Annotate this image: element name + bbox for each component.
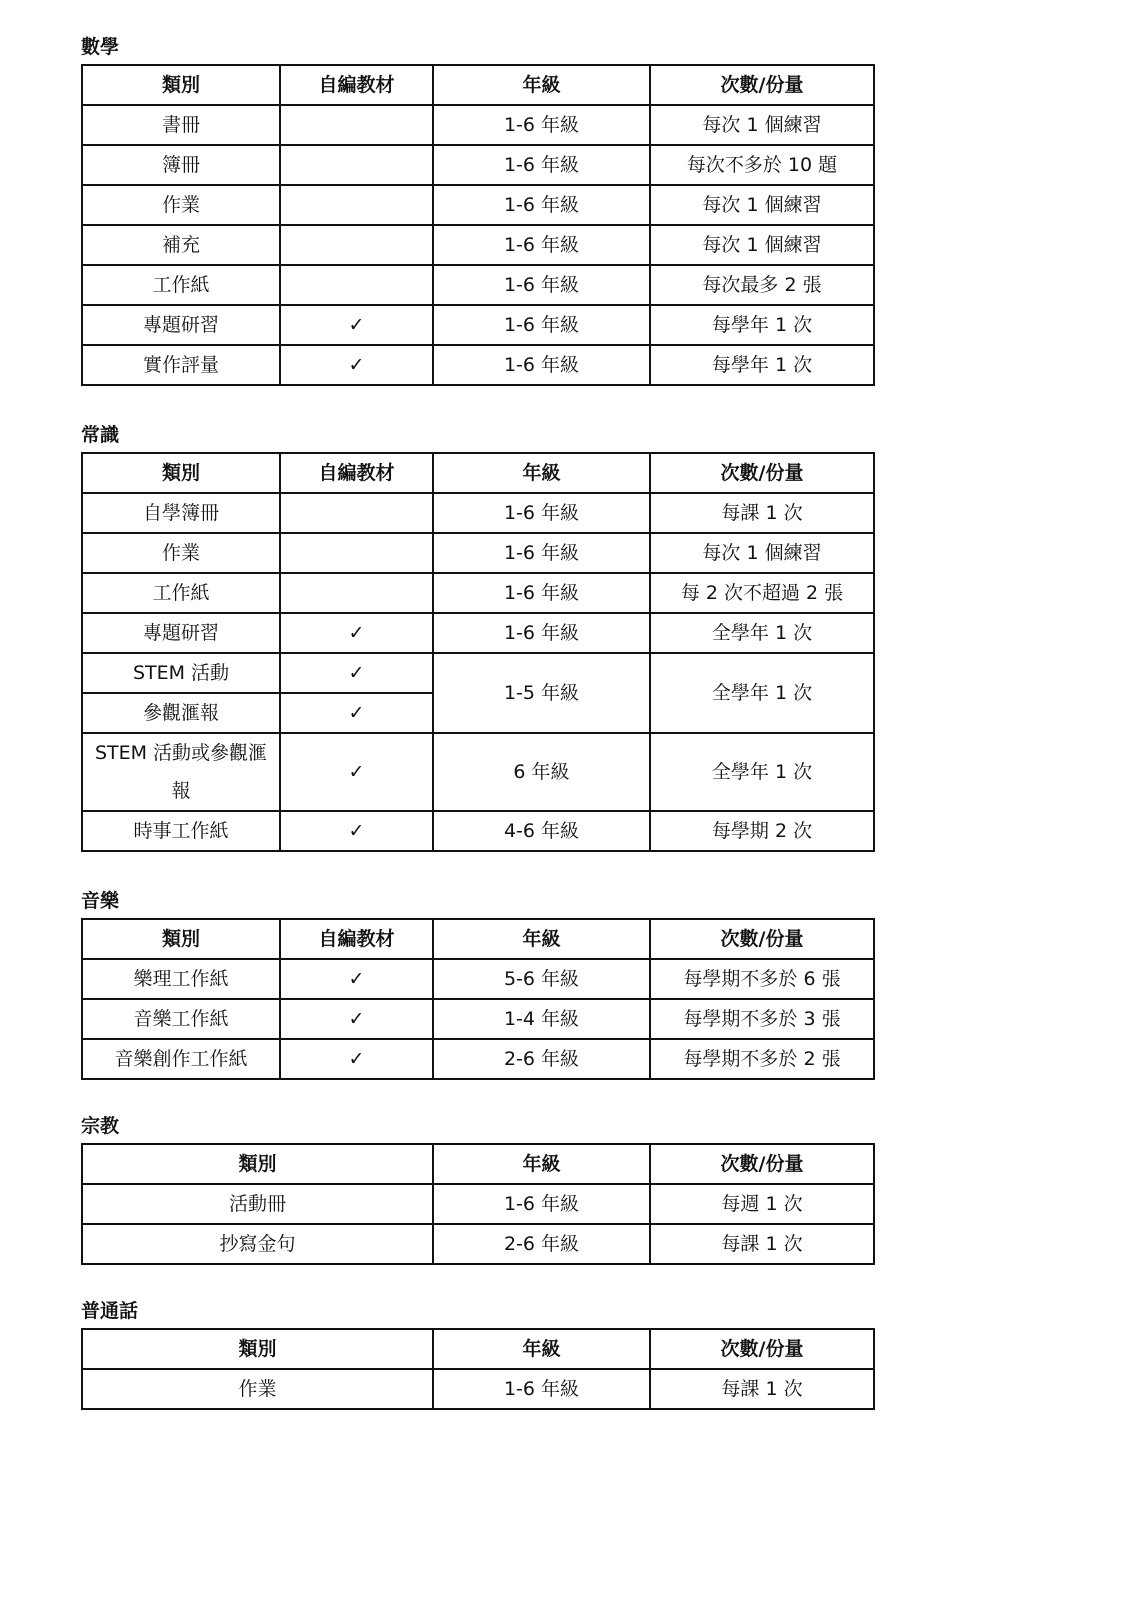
cell-frequency: 全學年 1 次	[650, 653, 874, 733]
cell-grade: 1-6 年級	[433, 613, 650, 653]
cell-category: 專題研習	[82, 613, 280, 653]
cell-category: 時事工作紙	[82, 811, 280, 851]
check-mark-icon: ✓	[280, 305, 433, 345]
religion-table	[81, 1143, 875, 1265]
header-category: 類別	[82, 919, 280, 959]
check-mark-icon: ✓	[280, 999, 433, 1039]
table-row	[82, 1369, 874, 1409]
table-row	[82, 1224, 874, 1264]
cell-frequency: 每次 1 個練習	[650, 225, 874, 265]
header-category: 類別	[82, 1329, 433, 1369]
cell-frequency: 每學年 1 次	[650, 305, 874, 345]
religion-title: 宗教	[81, 1115, 120, 1137]
cell-grade: 4-6 年級	[433, 811, 650, 851]
cell-category: 專題研習	[82, 305, 280, 345]
cell-category: 補充	[82, 225, 280, 265]
table-row	[82, 185, 874, 225]
cell-grade: 1-4 年級	[433, 999, 650, 1039]
table-row	[82, 265, 874, 305]
cell-frequency: 每 2 次不超過 2 張	[650, 573, 874, 613]
table-row	[82, 573, 874, 613]
check-mark-icon: ✓	[280, 811, 433, 851]
cell-grade: 1-6 年級	[433, 345, 650, 385]
cell-category: 音樂工作紙	[82, 999, 280, 1039]
header-grade: 年級	[433, 1329, 650, 1369]
header-category: 類別	[82, 65, 280, 105]
cell-frequency: 每學期不多於 2 張	[650, 1039, 874, 1079]
header-self-made: 自編教材	[280, 453, 433, 493]
table-row	[82, 345, 874, 385]
table-row	[82, 305, 874, 345]
cell-grade: 1-6 年級	[433, 305, 650, 345]
table-header-row	[82, 453, 874, 493]
cell-category: 工作紙	[82, 265, 280, 305]
header-self-made: 自編教材	[280, 65, 433, 105]
putonghua-table	[81, 1328, 875, 1410]
cell-category: STEM 活動	[82, 653, 280, 693]
putonghua-section	[81, 1299, 875, 1410]
header-frequency: 次數/份量	[650, 65, 874, 105]
cell-category: 樂理工作紙	[82, 959, 280, 999]
cell-self-made	[280, 493, 433, 533]
check-mark-icon: ✓	[280, 733, 433, 811]
check-mark-icon: ✓	[280, 693, 433, 733]
header-frequency: 次數/份量	[650, 919, 874, 959]
cell-category: 作業	[82, 1369, 433, 1409]
header-grade: 年級	[433, 1144, 650, 1184]
cell-category: 抄寫金句	[82, 1224, 433, 1264]
check-mark-icon: ✓	[280, 613, 433, 653]
cell-frequency: 每次最多 2 張	[650, 265, 874, 305]
math-title: 數學	[81, 36, 120, 58]
cell-frequency: 每學期 2 次	[650, 811, 874, 851]
cell-frequency: 每次 1 個練習	[650, 533, 874, 573]
table-header-row	[82, 1144, 874, 1184]
cell-category: 作業	[82, 185, 280, 225]
table-row	[82, 959, 874, 999]
cell-category: 活動冊	[82, 1184, 433, 1224]
header-category: 類別	[82, 453, 280, 493]
cell-grade: 6 年級	[433, 733, 650, 811]
header-self-made: 自編教材	[280, 919, 433, 959]
check-mark-icon: ✓	[280, 653, 433, 693]
table-header-row	[82, 1329, 874, 1369]
general-studies-title: 常識	[81, 424, 120, 446]
music-section	[81, 889, 875, 1080]
cell-grade: 2-6 年級	[433, 1224, 650, 1264]
cell-self-made	[280, 185, 433, 225]
check-mark-icon: ✓	[280, 959, 433, 999]
table-row	[82, 733, 874, 811]
table-row	[82, 225, 874, 265]
cell-self-made	[280, 573, 433, 613]
table-row	[82, 533, 874, 573]
cell-frequency: 全學年 1 次	[650, 733, 874, 811]
cell-frequency: 每課 1 次	[650, 1224, 874, 1264]
cell-category: 參觀滙報	[82, 693, 280, 733]
cell-grade: 1-6 年級	[433, 1184, 650, 1224]
table-header-row	[82, 65, 874, 105]
header-grade: 年級	[433, 65, 650, 105]
religion-section	[81, 1114, 875, 1265]
cell-category: 簿冊	[82, 145, 280, 185]
header-frequency: 次數/份量	[650, 453, 874, 493]
cell-self-made	[280, 265, 433, 305]
cell-frequency: 每次 1 個練習	[650, 105, 874, 145]
cell-self-made	[280, 533, 433, 573]
cell-grade: 1-5 年級	[433, 653, 650, 733]
cell-frequency: 每週 1 次	[650, 1184, 874, 1224]
general-studies-table	[81, 452, 875, 852]
cell-grade: 1-6 年級	[433, 533, 650, 573]
cell-frequency: 每學期不多於 3 張	[650, 999, 874, 1039]
cell-category: STEM 活動或參觀滙報	[82, 733, 280, 811]
cell-category: 自學簿冊	[82, 493, 280, 533]
cell-grade: 1-6 年級	[433, 573, 650, 613]
table-row	[82, 1184, 874, 1224]
music-table	[81, 918, 875, 1080]
table-row	[82, 811, 874, 851]
cell-self-made	[280, 105, 433, 145]
cell-frequency: 每次不多於 10 題	[650, 145, 874, 185]
check-mark-icon: ✓	[280, 345, 433, 385]
check-mark-icon: ✓	[280, 1039, 433, 1079]
table-row	[82, 653, 874, 693]
putonghua-title: 普通話	[81, 1300, 139, 1322]
header-frequency: 次數/份量	[650, 1144, 874, 1184]
math-table	[81, 64, 875, 386]
cell-grade: 1-6 年級	[433, 225, 650, 265]
cell-grade: 1-6 年級	[433, 265, 650, 305]
cell-frequency: 每課 1 次	[650, 1369, 874, 1409]
cell-category: 音樂創作工作紙	[82, 1039, 280, 1079]
table-row	[82, 105, 874, 145]
cell-grade: 1-6 年級	[433, 493, 650, 533]
cell-frequency: 每課 1 次	[650, 493, 874, 533]
header-category: 類別	[82, 1144, 433, 1184]
cell-grade: 1-6 年級	[433, 1369, 650, 1409]
header-frequency: 次數/份量	[650, 1329, 874, 1369]
cell-grade: 5-6 年級	[433, 959, 650, 999]
table-row	[82, 1039, 874, 1079]
cell-grade: 1-6 年級	[433, 145, 650, 185]
table-row	[82, 999, 874, 1039]
cell-category: 實作評量	[82, 345, 280, 385]
header-grade: 年級	[433, 919, 650, 959]
cell-category: 作業	[82, 533, 280, 573]
cell-self-made	[280, 145, 433, 185]
cell-grade: 1-6 年級	[433, 105, 650, 145]
math-section	[81, 35, 875, 386]
cell-frequency: 全學年 1 次	[650, 613, 874, 653]
cell-category: 工作紙	[82, 573, 280, 613]
table-header-row	[82, 919, 874, 959]
cell-frequency: 每學年 1 次	[650, 345, 874, 385]
cell-frequency: 每學期不多於 6 張	[650, 959, 874, 999]
cell-category: 書冊	[82, 105, 280, 145]
cell-frequency: 每次 1 個練習	[650, 185, 874, 225]
general-studies-section	[81, 423, 875, 852]
cell-grade: 1-6 年級	[433, 185, 650, 225]
cell-grade: 2-6 年級	[433, 1039, 650, 1079]
music-title: 音樂	[81, 890, 120, 912]
table-row	[82, 613, 874, 653]
table-row	[82, 493, 874, 533]
table-row	[82, 145, 874, 185]
header-grade: 年級	[433, 453, 650, 493]
cell-self-made	[280, 225, 433, 265]
